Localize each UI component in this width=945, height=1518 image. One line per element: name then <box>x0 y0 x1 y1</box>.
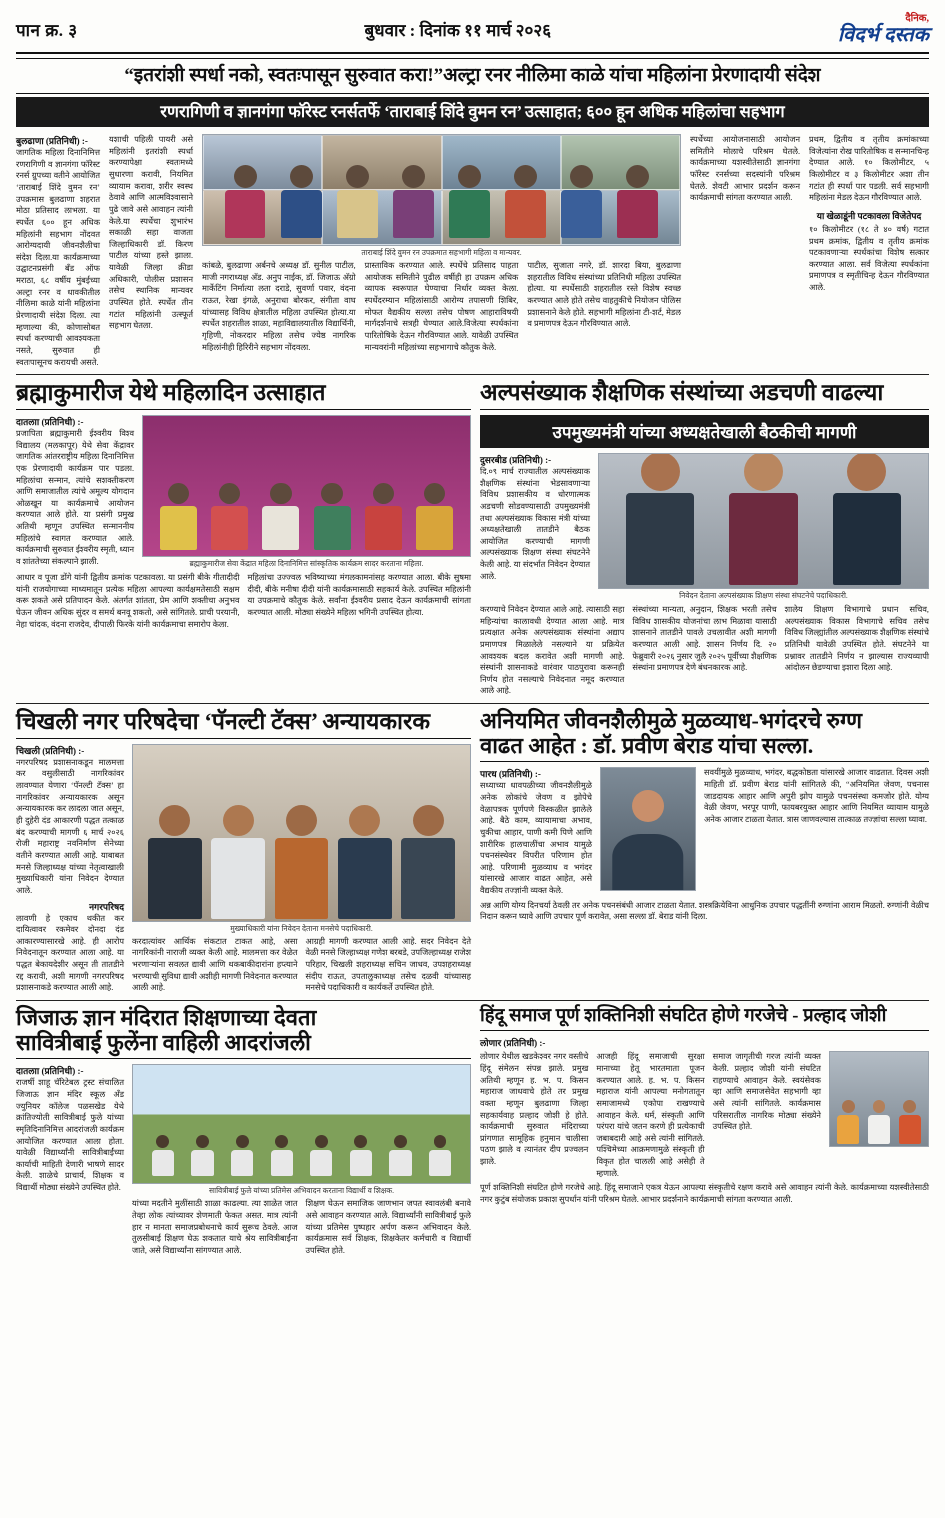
hindu-heading: हिंदू समाज पूर्ण शक्तिनिशी संघटित होणे गरजेचे - प्रल्हाद जोशी <box>480 1006 929 1031</box>
minority-heading: अल्पसंख्याक शैक्षणिक संस्थांच्या अडचणी वाढल्या <box>480 380 929 410</box>
lead-col-7: प्रथम, द्वितीय व तृतीय क्रमांकाच्या विजेत्यांना रोख पारितोषिक व सन्मानचिन्ह देण्यात आले. १० किलोमीटर, ५ किलोमीटर व ३ किलोमीटर अशा तीन गटांत ही स्पर्धा पार पडली. सर्व सहभागी महिलांना मेडल देऊन गौरविण्यात आले. <box>809 135 929 203</box>
hindu-dateline: लोणार (प्रतिनिधी) :- <box>480 1038 546 1049</box>
jijau-photo-caption: सावित्रीबाई फुले यांच्या प्रतिमेस अभिवादन करताना विद्यार्थी व शिक्षक. <box>208 1186 395 1196</box>
lead-dateline: बुलढाणा (प्रतिनिधी) :- <box>16 136 88 147</box>
brahmakumari-col-2: आधार व पूजा डोंगे यांनी द्वितीय क्रमांक पटकावला. या प्रसंगी बीके गीतादीदी यांनी राजयोगाच्या माध्यमातून प्रत्येक महिला आपल्या कार्यक्षमतेसाठी सक्षम करू शकते असे प्रतिपादन केले. अंतर्गत शांतता, प्रेम आणि शक्तीचा अनुभव घेऊन जीवन अधिक सुंदर व समर्थ बनवू शकतो, असे सांगितले. प्राची परयानी, नेहा चांदक, वंदना राजदेव, दीपाली फिरके यांनी कार्यक्रमाचा समारोप केला. <box>16 572 240 629</box>
lifestyle-col-2: सवयींमुळे मुळव्याध, भगंदर, बद्धकोष्ठता यांसारखे आजार वाढतात. दिवस अशी माहिती डॉ. प्रवीण बेराड यांनी सांगितले की, “अनियमित जेवण, पचनास जाडदायक आहार आणि अपुरी झोप यामुळे पचनसंस्था कमजोर होते. योग्य वेळी जेवण, भरपूर पाणी, फायबरयुक्त आहार आणि नियमित व्यायाम यामुळे अनेक आजार टाळता येतात. त्रास जाणवल्यास तात्काळ तज्ज्ञांचा सल्ला घ्यावा. <box>704 768 929 824</box>
lead-col-3: कांबळे, बुलढाणा अर्बनचे अध्यक्ष डॉ. सुनील पाटील, माजी नगराध्यक्ष अ‍ॅड. अनुप नाईक, डॉ. जिजाऊ अ‍ॅग्रो मार्केटिंग निर्मात्या लता दराडे, सुवर्णा पवार, वंदना राऊत, रेखा इंगळे, अनुराधा बोरकर, संगीता वाघ यांच्यासह विविध क्षेत्रातील महिला उपस्थित होत्या.या स्पर्धेत शहरातील शाळा, महाविद्यालयातील विद्यार्थिनी, गृहिणी, नोकरदार महिला तसेच ज्येष्ठ नागरिक महिलांनीही हिरिरीने सहभाग नोंदवला. <box>202 261 356 352</box>
jijau-photo <box>132 1064 471 1184</box>
lifestyle-col-1: सध्याच्या धावपळीच्या जीवनशैलीमुळे अनेक लोकांचे जेवण व झोपेचे वेळापत्रक पूर्णपणे विस्कळीत झालेले आहे. बैठे काम, व्यायामाचा अभाव, चुकीचा आहार, पाणी कमी पिणे आणि शारीरिक हालचालींचा अभाव यामुळे पचनसंस्थेवर विपरीत परिणाम होत आहे. परिणामी मुळव्याध व भगंदर यांसारखे आजार वाढत आहेत, असे वैद्यकीय तज्ज्ञांनी व्यक्त केले. <box>480 781 592 896</box>
story-brahmakumari <box>16 380 471 697</box>
lifestyle-dateline: पारध (प्रतिनिधी) :- <box>480 769 541 780</box>
chikhali-dateline: चिखली (प्रतिनिधी) :- <box>16 745 85 756</box>
lead-col-1: जागतिक महिला दिनानिमित्त रणरागिणी व ज्ञानगंगा फॉरेस्ट रनर्स ग्रुपच्या वतीने आयोजित ‘ताराबाई शिंदे वुमन रन’ उपक्रमास बुलढाणा शहरात मोठा प्रतिसाद लाभला. या स्पर्धेत ६०० हून अधिक महिलांनी सहभाग नोंदवत आरोग्यदायी जीवनशैलीचा संदेश दिला.या कार्यक्रमाच्या उद्घाटनप्रसंगी बँड ऑफ मराठा, ६८ वर्षीय मुंबईच्या अल्ट्रा रनर व धावकीतील नीलिमा काळे यांनी महिलांना प्रेरणादायी संदेश दिला. त्या म्हणाल्या की, कोणासोबत स्पर्धा करण्याची आवश्यकता नसते, सुरुवात ही स्वतःपासूनच करायची असते. <box>16 148 100 367</box>
chikhali-heading: चिखली नगर परिषदेचा ‘पॅनल्टी टॅक्स’ अन्यायकारक <box>16 709 471 739</box>
jijau-col-3: शिक्षण घेऊन समाजिक जाणभान जपत स्वावलंबी बनावे असे आवाहन करण्यात आले. विद्यार्थ्यांनी सावित्रीबाई फुले यांच्या प्रतिमेस पुष्पहार अर्पण करून अभिवादन केले. कार्यक्रमास सर्व शिक्षक, शिक्षकेतर कर्मचारी व विद्यार्थी उपस्थित होते. <box>305 1199 471 1255</box>
minority-col-3: संस्थांच्या मान्यता, अनुदान, शिक्षक भरती तसेच विविध शासकीय योजनांचा लाभ मिळावा यासाठी शासनाने तातडीने पावले उचलावीत अशी मागणी करण्यात आली आहे. शासन निर्णय दि. २० फेब्रुवारी २०२६ नुसार जुलै २०२५ पूर्वीच्या शैक्षणिक संस्थांना प्रमाणपत्र देणे बंधनकारक आहे. <box>632 604 777 673</box>
story-jijau <box>16 1006 471 1256</box>
brahmakumari-col-1: प्रजापिता ब्रह्माकुमारी ईश्वरीय विश्व विद्यालय (मलकापूर) येथे सेवा केंद्रावर जागतिक आंतरराष्ट्रीय महिला दिनानिमित्त एक प्रेरणादायी कार्यक्रम पार पडला. महिलांचा सन्मान, त्यांचे सशक्तीकरण आणि समाजातील त्यांचे अमूल्य योगदान ओळखून या कार्यक्रमाचे आयोजन करण्यात आले होते. या प्रसंगी प्रमुख अतिथी म्हणून उपस्थित सन्माननीय महिलांचे स्वागत करण्यात आले. कार्यक्रमाची सुरुवात ईश्वरीय स्मृती, ध्यान व शांततेच्या संकल्पाने झाली. <box>16 428 134 567</box>
chikhali-col-1: नगरपरिषद प्रशासनाकडून मालमत्ता कर वसुलीसाठी नागरिकांवर लावण्यात येणारा ‘पॅनल्टी टॅक्स’ हा नागरिकांवर अन्यायकारक असून अन्यायकारक कर लादला जात असून, ही दुहेरी दंड आकारणी पद्धत तत्काळ बंद करण्याची मागणी ६ मार्च २०२६ रोजी महाराष्ट्र नवनिर्माण सेनेच्या वतीने करण्यात आली आहे. याबाबत मनसे जिल्हाध्यक्ष यांच्या नेतृत्वाखाली मुख्याधिकारी यांना निवेदन देण्यात आले. <box>16 757 124 895</box>
hindu-col-1: लोणार येथील खडकेश्वर नगर वस्तीचे हिंदू संमेलन संपन्न झाले. प्रमुख अतिथी म्हणून ह. भ. प. किसन महाराज जाधवाचे होते तर प्रमुख वक्ता म्हणून बुलढाणा जिल्हा सहकार्यवाह प्रल्हाद जोशी हे होते. कार्यक्रमाची सुरुवात मंदिराच्या प्रांगणात सामूहिक हनुमान चालीसा पठण झाले व त्यानंतर दीप प्रज्वलन झाले. <box>480 1052 589 1167</box>
chikhali-photo <box>132 744 471 922</box>
hindu-col-4: पूर्ण शक्तिनिशी संघटित होणे गरजेचे आहे. हिंदू समाजाने एकत्र येऊन आपल्या संस्कृतीचे रक्षण करावे असे आवाहन त्यांनी केले. कार्यक्रमाच्या यशस्वीतेसाठी नगर कुटुंब संयोजक प्रकाश सुपर्धान यांनी परिश्रम घेतले. आभार प्रदर्शनाने कार्यक्रमाची सांगता करण्यात आली. <box>480 1183 929 1204</box>
masthead <box>16 14 929 54</box>
minority-subheading: उपमुख्यमंत्री यांच्या अध्यक्षतेखाली बैठकीची मागणी <box>480 415 929 448</box>
brand-logo <box>838 14 929 46</box>
lifestyle-col-3: अन्न आणि योग्य दिनचर्या ठेवली तर अनेक पचनसंबंधी आजार टाळता येतात. शस्त्रक्रियेविना आधुनिक उपचार पद्धतींनी रुग्णांना आराम मिळतो. रुग्णांनी वेळीच निदान करून घ्यावे आणि उपचार पूर्ण करावेत, असा सल्ला डॉ. बेराड यांनी दिला. <box>480 900 929 922</box>
winners-box-title: या खेळाडूंनी पटकावला विजेतेपद <box>816 210 922 221</box>
chikhali-col-4: आग्रही मागणी करण्यात आली आहे. सदर निवेदन देते वेळी मनसे जिल्हाध्यक्ष गणेश बरबडे, उपजिल्हाध्यक्ष राजेश परिहार, चिखली शहराध्यक्ष सचिन जाधव, उपशहराध्यक्ष संदीप राऊत, उपतालुकाध्यक्ष तसेच दळवी यांच्यासह मनसेचे पदाधिकारी व कार्यकर्ते उपस्थित होते. <box>305 936 471 993</box>
lead-col-5: पाटील, सुजाता नगरे, डॉ. शारदा बिया, बुलढाणा शहरातील विविध संस्थांच्या प्रतिनिधी महिला उपस्थित होत्या. या स्पर्धेसाठी शहरातील रस्ते विशेष स्वच्छ करण्यात आले होते तसेच वाहतुकीचे नियोजन पोलिस प्रशासनाने केले होते. सहभागी महिलांना टी-शर्ट, मेडल व प्रमाणपत्र देऊन गौरविण्यात आले. <box>527 261 682 329</box>
jijau-col-2: यांच्या मदतीने मुलींसाठी शाळा काढल्या. त्या शाळेत जात तेव्हा लोक त्यांच्यावर शेणमाती फेकत असत. मात्र त्यांनी हार न मानता समाजप्रबोधनाचे कार्य सुरूच ठेवले. आज तुलसीबाई शिक्षण घेऊ शकतात याचे श्रेय सावित्रीबाईंना जाते, असे विद्यार्थ्यांना सांगण्यात आले. <box>132 1199 298 1255</box>
story-minority <box>480 380 929 697</box>
brahmakumari-dateline: दातलाा (प्रतिनिधी) :- <box>16 416 84 427</box>
lead-subheadline: रणरागिणी व ज्ञानगंगा फॉरेस्ट रनर्सतर्फे ‘ताराबाई शिंदे वुमन रन’ उत्साहात; ६०० हून अधिक महिलांचा सहभाग <box>16 97 929 127</box>
minority-photo-caption: निवेदन देताना अल्पसंख्याक शिक्षण संस्था संघटनेचे पदाधिकारी. <box>679 590 848 600</box>
jijau-col-1: राजर्षी शाहू चॅरिटेबल ट्रस्ट संचालित जिजाऊ ज्ञान मंदिर स्कूल अँड ज्युनियर कॉलेज पळसखेड येथे क्रांतिज्योती सावित्रीबाई फुले यांच्या स्मृतिदिनानिमित्त आदरांजली कार्यक्रम आयोजित करण्यात आला होता. यावेळी विद्यार्थ्यांनी सावित्रीबाईंच्या कार्याची माहिती देणारी भाषणे सादर केली. शाळेचे प्राचार्य, शिक्षक व विद्यार्थी मोठ्या संख्येने उपस्थित होते. <box>16 1078 124 1193</box>
jijau-heading-line2: सावित्रीबाई फुलेंना वाहिली आदरांजली <box>16 1029 311 1055</box>
lead-story <box>16 134 929 368</box>
hindu-photo <box>829 1051 929 1147</box>
third-band <box>16 709 929 994</box>
story-hindu <box>480 1006 929 1256</box>
bottom-band <box>16 1006 929 1256</box>
chikhali-col-2: लावणी हे एकाच थकीत कर दायित्वावर रकमेवर दोनदा दंड आकारण्यासारखे आहे. ही आरोप निवेदनातून करण्यात आला आहे. या पद्धत बेकायदेशीर असून ती तातडीने रद्द करावी, अशी मागणी नगरपरिषद प्रशासनाकडे करण्यात आली आहे. <box>16 913 124 993</box>
hindu-col-2: आजही हिंदू समाजाची सुरक्षा मानाच्या हेतू भारतमाता पूजन करण्यात आले. ह. भ. प. किसन महाराज यांनी आपल्या मनोगतातून समाजामध्ये एकोपा राखण्याचे आवाहन केले. धर्म, संस्कृती आणि परंपरा यांचे जतन करणे ही प्रत्येकाची जबाबदारी आहे असे त्यांनी सांगितले. पश्चिमेच्या आक्रमणामुळे संस्कृती ही विकृत होत चालली आहे असेही ते म्हणाले. <box>596 1052 705 1178</box>
middle-band <box>16 380 929 697</box>
lead-headline: “इतरांशी स्पर्धा नको, स्वतःपासून सुरुवात करा!”अल्ट्रा रनर नीलिमा काळे यांचा महिलांना प्रेरणादायी संदेश <box>16 58 929 95</box>
minority-col-1: दि.०९ मार्च राज्यातील अल्पसंख्याक शैक्षणिक संस्थांना भेडसावणाऱ्या विविध प्रशासकीय व धोरणात्मक अडचणी सोडवण्यासाठी उपमुख्यमंत्री तथा अल्पसंख्याक विकास मंत्री यांच्या अध्यक्षतेखाली तातडीने बैठक आयोजित करण्याची मागणी अल्पसंख्याक शिक्षण संस्था संघटनेने केली आहे. या संदर्भात निवेदन देण्यात आले. <box>480 466 590 581</box>
minority-col-2: करण्याचे निवेदन देण्यात आले आहे. त्यासाठी सहा महिन्यांचा कालावधी देण्यात आला आहे. मात्र प्रत्यक्षात अनेक अल्पसंख्याक संस्थांना अद्याप प्रमाणपत्र मिळालेले नसल्याने या प्रक्रियेत आवश्यक बदल करावेत अशी मागणी आहे. संस्थांनी शासनाकडे वारंवार पाठपुरावा करूनही निर्णय होत नसल्याचे निवेदनात नमूद करण्यात आले आहे. <box>480 604 625 696</box>
minority-photo <box>598 453 929 589</box>
brahmakumari-col-3: महिलांचा उज्ज्वल भविष्याच्या मंगलकामनांसह करण्यात आला. बीके सुषमा दीदी, बीके मनीषा दीदी यांनी कार्यक्रमासाठी सहकार्य केले. उपस्थित महिलांनी या उपक्रमाचे कौतुक केले. सर्वांना ईश्वरीय प्रसाद देऊन कार्यक्रमाची सांगता करण्यात आली. मोठ्या संख्येने महिला भगिनी उपस्थित होत्या. <box>247 572 471 617</box>
brand-small-text: दैनिक, <box>905 13 929 24</box>
lead-col-4: प्रास्ताविक करण्यात आले. स्पर्धेचे प्रतिसाद पाहता आयोजक समितीने पुढील वर्षीही हा उपक्रम अधिक व्यापक स्वरूपात घेण्याचा निर्धार व्यक्त केला. स्पर्धेदरम्यान महिलांसाठी आरोग्य तपासणी शिबिर, मोफत वैद्यकीय सल्ला तसेच पोषण आहाराविषयी मार्गदर्शनाचे सत्रही घेण्यात आले.विजेत्या स्पर्धकांना पारितोषिके देऊन गौरविण्यात आले. यावेळी उपस्थित मान्यवरांनी महिलांच्या सहभागाचे कौतुक केले. <box>364 261 519 352</box>
winners-box-text: १० किलोमीटर (१८ ते ४० वर्ष) गटात प्रथम क्रमांक, द्वितीय व तृतीय क्रमांक पटकावणाऱ्या स्पर्धकांचा विशेष सत्कार करण्यात आला. सर्व विजेत्या स्पर्धकांना प्रमाणपत्र व स्मृतीचिन्ह देऊन गौरविण्यात आले. <box>809 224 929 293</box>
lifestyle-heading-line1: अनियमित जीवनशैलीमुळे मुळव्याध-भगंदरचे रुग्ण <box>480 708 863 734</box>
jijau-heading <box>16 1006 471 1059</box>
lead-col-2: यशाची पहिली पायरी असे महिलांनी इतरांशी स्पर्धा करण्यापेक्षा स्वतःमध्ये सुधारणा करावी, नियमित व्यायाम करावा, शरीर स्वस्थ ठेवावे आणि आत्मविश्वासाने पुढे जावे असे आवाहन त्यांनी केले.या स्पर्धेचा शुभारंभ सकाळी सहा वाजता जिल्हाधिकारी डॉ. किरण पाटील यांच्या हस्ते झाला. यावेळी जिल्हा क्रीडा अधिकारी, पोलीस प्रशासन तसेच स्थानिक मान्यवर उपस्थित होते. स्पर्धेत तीन गटांत महिलांनी उत्स्फूर्त सहभाग घेतला. <box>109 135 193 331</box>
brahmakumari-heading: ब्रह्माकुमारीज येथे महिलादिन उत्साहात <box>16 380 471 410</box>
jijau-dateline: दातलाा (प्रतिनिधी) :- <box>16 1066 84 1077</box>
story-chikhali <box>16 709 471 994</box>
lead-photo-strip <box>202 134 681 246</box>
minority-col-4: शालेय शिक्षण विभागाचे प्रधान सचिव, अल्पसंख्याक विकास विभागाचे सचिव तसेच विविध जिल्ह्यांतील अल्पसंख्याक शैक्षणिक संस्थांचे प्रतिनिधी यावेळी उपस्थित होते. संघटनेने या प्रश्नावर तातडीने निर्णय न झाल्यास राज्यव्यापी आंदोलन छेडण्याचा इशारा दिला आहे. <box>784 604 929 673</box>
brahmakumari-photo-caption: ब्रह्माकुमारीज सेवा केंद्रात महिला दिनानिमित्त सांस्कृतिक कार्यक्रम सादर करताना महिला. <box>189 558 424 568</box>
hindu-col-3: समाज जागृतीची गरज त्यांनी व्यक्त केली. प्रल्हाद जोशी यांनी संघटित राहण्याचे आवाहन केले. स्वयंसेवक व्हा आणि समाजसेवेत सहभागी व्हा असे त्यांनी सांगितले. कार्यक्रमास परिसरातील नागरिक मोठ्या संख्येने उपस्थित होते. <box>712 1052 821 1132</box>
chikhali-sub-dateline: नगरपरिषद <box>89 901 124 912</box>
chikhali-photo-caption: मुख्याधिकारी यांना निवेदन देताना मनसेचे पदाधिकारी. <box>230 923 373 933</box>
lifestyle-heading-line2: वाढत आहेत : डॉ. प्रवीण बेराड यांचा सल्ला. <box>480 732 814 758</box>
lead-photo-caption: ताराबाई शिंदे वुमन रन उपक्रमात सहभागी महिला व मान्यवर. <box>361 248 522 258</box>
chikhali-col-3: करदात्यांवर आर्थिक संकटात टाकत आहे, असा नागरिकांनी नाराजी व्यक्त केली आहे. मालमत्ता कर वेळेत भरणाऱ्यांना सवलत द्यावी आणि थकबाकीदारांना हप्त्याने भरण्याची सुविधा द्यावी अशीही मागणी निवेदनात करण्यात आली आहे. <box>132 936 298 993</box>
doctor-portrait <box>600 767 696 891</box>
minority-dateline: दुसरबीड (प्रतिनिधी) :- <box>480 454 552 465</box>
issue-date: बुधवार : दिनांक ११ मार्च २०२६ <box>364 21 552 41</box>
page-number: पान क्र. ३ <box>16 21 78 41</box>
jijau-heading-line1: जिजाऊ ज्ञान मंदिरात शिक्षणाच्या देवता <box>16 1005 317 1031</box>
brand-title: विदर्भ दस्तक <box>837 23 929 46</box>
brahmakumari-photo <box>142 415 471 557</box>
lead-col-6: स्पर्धेच्या आयोजनासाठी आयोजन समितीने मोलाचे परिश्रम घेतले. कार्यक्रमाच्या यशस्वीतेसाठी ज्ञानगंगा फॉरेस्ट रनर्सच्या सदस्यांनी परिश्रम घेतले. शेवटी आभार प्रदर्शन करून कार्यक्रमाची सांगता करण्यात आली. <box>690 135 800 203</box>
story-lifestyle <box>480 709 929 994</box>
lifestyle-heading <box>480 709 929 762</box>
